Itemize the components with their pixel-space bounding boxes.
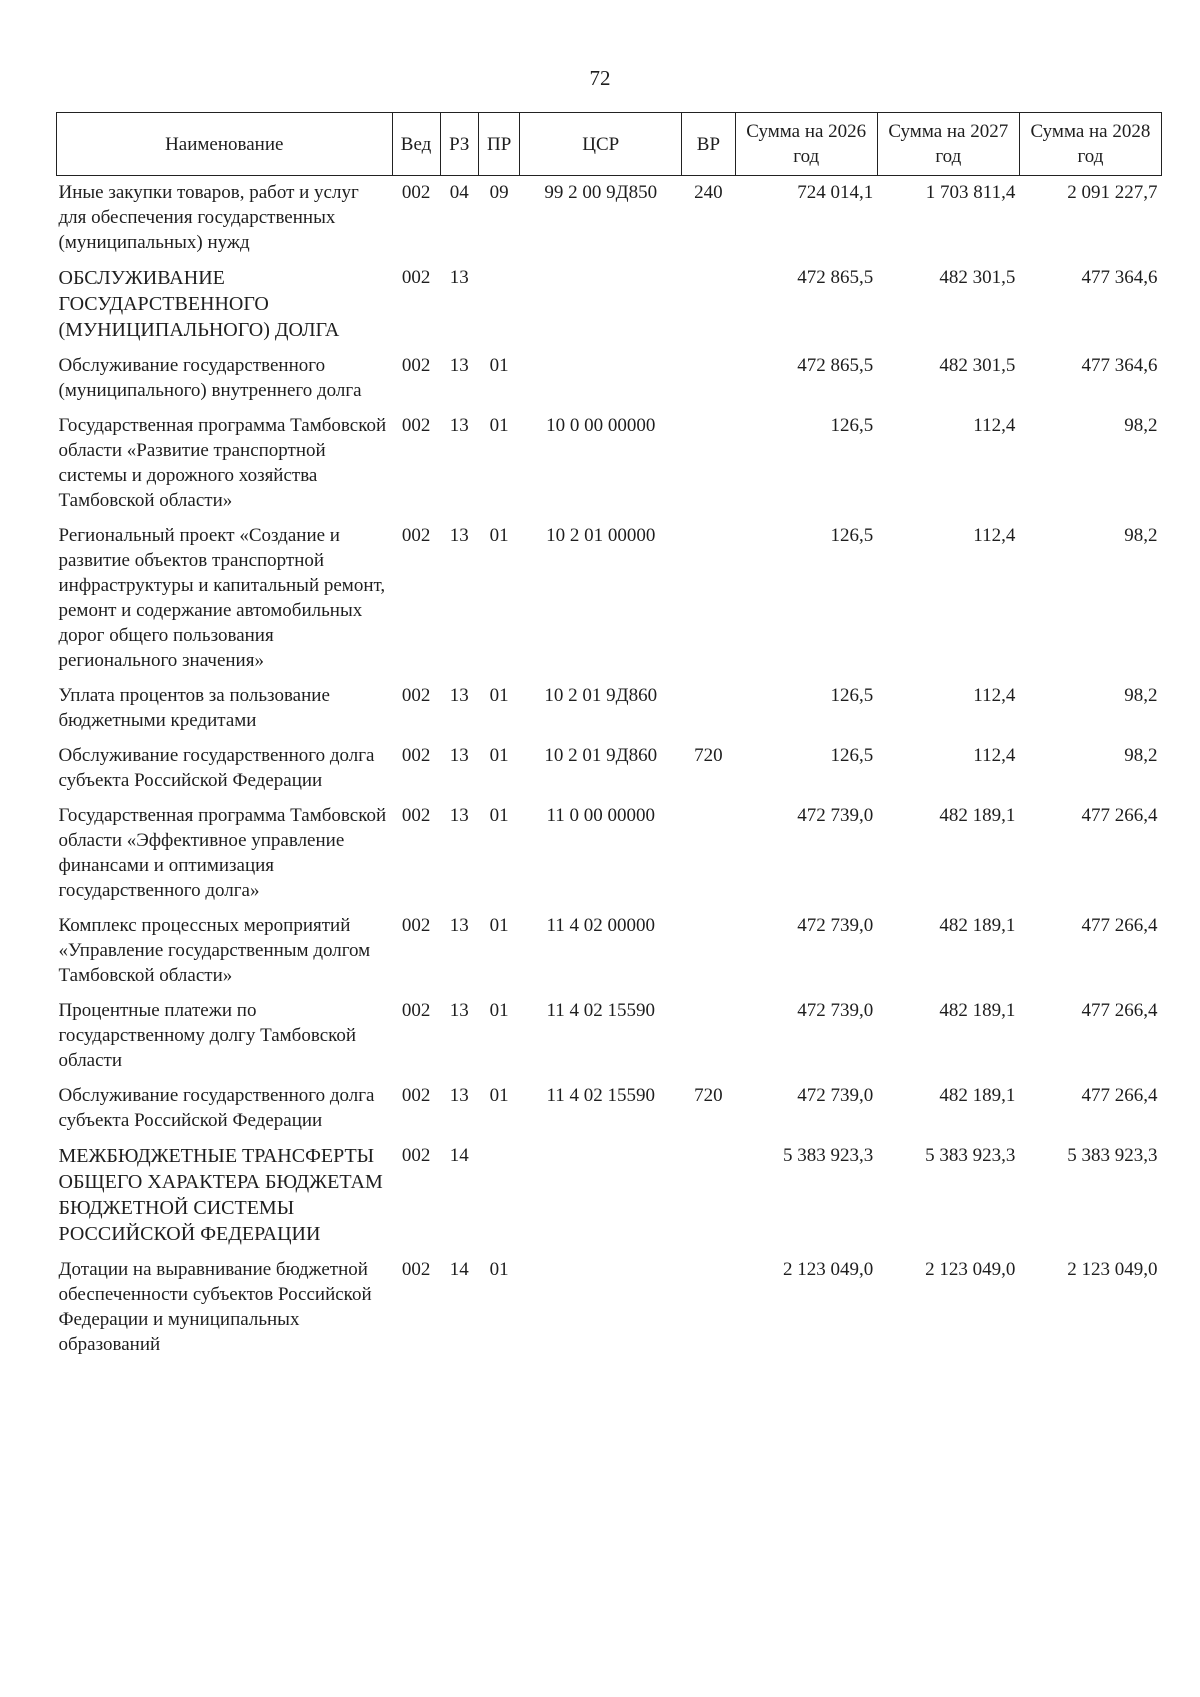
cell-csr: 10 2 01 00000 bbox=[546, 525, 656, 546]
cell-rz: 13 bbox=[449, 805, 469, 826]
table-row bbox=[57, 519, 1162, 679]
cell-rz: 13 bbox=[449, 525, 469, 546]
cell-sum-2028: 98,2 bbox=[1124, 525, 1158, 546]
cell-sum-2027: 482 301,5 bbox=[939, 355, 1016, 376]
cell-vr bbox=[682, 909, 736, 994]
cell-rz: 13 bbox=[449, 415, 469, 436]
cell-vr: 720 bbox=[694, 1085, 723, 1106]
cell-ved: 002 bbox=[401, 1000, 431, 1021]
cell-sum-2026: 472 865,5 bbox=[797, 355, 874, 376]
cell-ved: 002 bbox=[401, 355, 431, 376]
cell-name: Процентные платежи по государственному долгу Тамбовской области bbox=[58, 1000, 357, 1071]
cell-sum-2028: 477 266,4 bbox=[1081, 805, 1158, 826]
budget-table bbox=[56, 112, 1162, 1363]
cell-pr bbox=[478, 1139, 520, 1253]
cell-rz: 13 bbox=[449, 915, 469, 936]
cell-sum-2028: 5 383 923,3 bbox=[1067, 1145, 1158, 1166]
cell-pr: 01 bbox=[489, 1000, 509, 1021]
cell-sum-2026: 472 739,0 bbox=[797, 805, 874, 826]
cell-rz: 13 bbox=[449, 685, 469, 706]
cell-vr bbox=[682, 261, 736, 349]
cell-ved: 002 bbox=[401, 267, 431, 288]
cell-pr: 09 bbox=[489, 182, 509, 203]
cell-sum-2026: 2 123 049,0 bbox=[783, 1259, 874, 1280]
header-sum-2026: Сумма на 2026 год bbox=[735, 113, 877, 176]
header-sum-2027: Сумма на 2027 год bbox=[877, 113, 1019, 176]
header-vr: ВР bbox=[682, 113, 736, 176]
cell-ved: 002 bbox=[401, 525, 431, 546]
cell-sum-2027: 482 301,5 bbox=[939, 267, 1016, 288]
cell-pr: 01 bbox=[489, 525, 509, 546]
cell-sum-2028: 2 091 227,7 bbox=[1067, 182, 1158, 203]
cell-sum-2027: 112,4 bbox=[973, 525, 1016, 546]
cell-name: Дотации на выравнивание бюджетной обеспеченности субъектов Российской Федерации и муниципальных образований bbox=[58, 1259, 372, 1355]
cell-sum-2028: 477 364,6 bbox=[1081, 355, 1158, 376]
cell-sum-2027: 482 189,1 bbox=[939, 805, 1016, 826]
cell-rz: 13 bbox=[449, 355, 469, 376]
table-row bbox=[57, 261, 1162, 349]
cell-ved: 002 bbox=[401, 182, 431, 203]
table-row bbox=[57, 994, 1162, 1079]
cell-sum-2027: 482 189,1 bbox=[939, 1085, 1016, 1106]
cell-ved: 002 bbox=[401, 1085, 431, 1106]
table-row bbox=[57, 349, 1162, 409]
cell-vr bbox=[682, 994, 736, 1079]
cell-ved: 002 bbox=[401, 915, 431, 936]
cell-pr: 01 bbox=[489, 355, 509, 376]
cell-name: Иные закупки товаров, работ и услуг для обеспечения государственных (муниципальных) нужд bbox=[58, 182, 359, 253]
page-number: 72 bbox=[589, 66, 611, 90]
cell-sum-2026: 126,5 bbox=[830, 415, 874, 436]
cell-sum-2026: 472 739,0 bbox=[797, 915, 874, 936]
header-ved: Вед bbox=[392, 113, 440, 176]
cell-pr: 01 bbox=[489, 915, 509, 936]
cell-name: Государственная программа Тамбовской области «Развитие транспортной системы и дорожного хозяйства Тамбовской области» bbox=[58, 415, 387, 511]
cell-name: Уплата процентов за пользование бюджетными кредитами bbox=[58, 685, 330, 731]
cell-name: МЕЖБЮДЖЕТНЫЕ ТРАНСФЕРТЫ ОБЩЕГО ХАРАКТЕРА БЮДЖЕТАМ БЮДЖЕТНОЙ СИСТЕМЫ РОССИЙСКОЙ ФЕДЕРАЦИИ bbox=[58, 1145, 383, 1245]
table-row bbox=[57, 1079, 1162, 1139]
cell-pr: 01 bbox=[489, 1085, 509, 1106]
cell-csr: 11 0 00 00000 bbox=[546, 805, 656, 826]
cell-rz: 14 bbox=[449, 1259, 469, 1280]
cell-csr: 99 2 00 9Д850 bbox=[544, 182, 658, 203]
cell-sum-2028: 98,2 bbox=[1124, 685, 1158, 706]
cell-csr: 10 0 00 00000 bbox=[546, 415, 656, 436]
cell-ved: 002 bbox=[401, 685, 431, 706]
table-body bbox=[57, 176, 1162, 1364]
cell-rz: 13 bbox=[449, 1085, 469, 1106]
cell-rz: 13 bbox=[449, 745, 469, 766]
cell-pr bbox=[478, 261, 520, 349]
cell-sum-2027: 482 189,1 bbox=[939, 915, 1016, 936]
cell-sum-2028: 98,2 bbox=[1124, 415, 1158, 436]
cell-csr: 10 2 01 9Д860 bbox=[544, 685, 658, 706]
header-name: Наименование bbox=[57, 113, 393, 176]
cell-pr: 01 bbox=[489, 1259, 509, 1280]
cell-pr: 01 bbox=[489, 415, 509, 436]
cell-sum-2026: 126,5 bbox=[830, 525, 874, 546]
cell-sum-2027: 5 383 923,3 bbox=[925, 1145, 1016, 1166]
header-sum-2028: Сумма на 2028 год bbox=[1019, 113, 1161, 176]
cell-sum-2028: 2 123 049,0 bbox=[1067, 1259, 1158, 1280]
cell-name: Обслуживание государственного долга субъекта Российской Федерации bbox=[58, 1085, 375, 1131]
header-pr: ПР bbox=[478, 113, 520, 176]
cell-sum-2026: 472 865,5 bbox=[797, 267, 874, 288]
cell-sum-2026: 126,5 bbox=[830, 685, 874, 706]
cell-pr: 01 bbox=[489, 805, 509, 826]
table-row bbox=[57, 1253, 1162, 1363]
table-row bbox=[57, 176, 1162, 262]
cell-vr bbox=[682, 409, 736, 519]
cell-csr: 10 2 01 9Д860 bbox=[544, 745, 658, 766]
cell-csr bbox=[520, 1139, 682, 1253]
cell-vr bbox=[682, 349, 736, 409]
cell-sum-2028: 98,2 bbox=[1124, 745, 1158, 766]
cell-sum-2027: 112,4 bbox=[973, 685, 1016, 706]
cell-sum-2026: 724 014,1 bbox=[797, 182, 874, 203]
cell-ved: 002 bbox=[401, 745, 431, 766]
cell-sum-2028: 477 364,6 bbox=[1081, 267, 1158, 288]
table-row bbox=[57, 799, 1162, 909]
cell-sum-2026: 472 739,0 bbox=[797, 1085, 874, 1106]
cell-rz: 04 bbox=[449, 182, 469, 203]
table-row bbox=[57, 1139, 1162, 1253]
cell-name: Обслуживание государственного (муниципального) внутреннего долга bbox=[58, 355, 362, 401]
cell-vr bbox=[682, 799, 736, 909]
cell-csr bbox=[520, 349, 682, 409]
table-header bbox=[57, 113, 1162, 176]
cell-name: Региональный проект «Создание и развитие объектов транспортной инфраструктуры и капитальный ремонт, ремонт и содержание автомобильных дорог общего пользования регионального значения» bbox=[58, 525, 386, 671]
cell-sum-2027: 1 703 811,4 bbox=[925, 182, 1016, 203]
cell-sum-2027: 112,4 bbox=[973, 745, 1016, 766]
cell-csr: 11 4 02 15590 bbox=[546, 1085, 656, 1106]
cell-sum-2027: 112,4 bbox=[973, 415, 1016, 436]
table-row bbox=[57, 739, 1162, 799]
table-row bbox=[57, 909, 1162, 994]
cell-csr: 11 4 02 00000 bbox=[546, 915, 656, 936]
cell-ved: 002 bbox=[401, 1259, 431, 1280]
cell-vr bbox=[682, 679, 736, 739]
cell-sum-2028: 477 266,4 bbox=[1081, 915, 1158, 936]
cell-name: Государственная программа Тамбовской области «Эффективное управление финансами и оптимизация государственного долга» bbox=[58, 805, 387, 901]
cell-name: Обслуживание государственного долга субъекта Российской Федерации bbox=[58, 745, 375, 791]
cell-ved: 002 bbox=[401, 805, 431, 826]
cell-vr: 720 bbox=[694, 745, 723, 766]
cell-name: Комплекс процессных мероприятий «Управление государственным долгом Тамбовской области» bbox=[58, 915, 371, 986]
cell-vr: 240 bbox=[694, 182, 723, 203]
cell-rz: 14 bbox=[449, 1145, 469, 1166]
cell-rz: 13 bbox=[449, 267, 469, 288]
cell-name: ОБСЛУЖИВАНИЕ ГОСУДАРСТВЕННОГО (МУНИЦИПАЛЬНОГО) ДОЛГА bbox=[58, 267, 340, 341]
cell-csr: 11 4 02 15590 bbox=[546, 1000, 656, 1021]
header-csr: ЦСР bbox=[520, 113, 682, 176]
cell-sum-2026: 5 383 923,3 bbox=[783, 1145, 874, 1166]
cell-pr: 01 bbox=[489, 685, 509, 706]
cell-ved: 002 bbox=[401, 415, 431, 436]
cell-sum-2027: 482 189,1 bbox=[939, 1000, 1016, 1021]
header-rz: РЗ bbox=[440, 113, 478, 176]
table-row bbox=[57, 409, 1162, 519]
cell-csr bbox=[520, 261, 682, 349]
cell-rz: 13 bbox=[449, 1000, 469, 1021]
cell-sum-2026: 126,5 bbox=[830, 745, 874, 766]
cell-vr bbox=[682, 1139, 736, 1253]
cell-sum-2028: 477 266,4 bbox=[1081, 1085, 1158, 1106]
cell-vr bbox=[682, 519, 736, 679]
cell-sum-2028: 477 266,4 bbox=[1081, 1000, 1158, 1021]
cell-sum-2027: 2 123 049,0 bbox=[925, 1259, 1016, 1280]
cell-ved: 002 bbox=[401, 1145, 431, 1166]
cell-sum-2026: 472 739,0 bbox=[797, 1000, 874, 1021]
cell-vr bbox=[682, 1253, 736, 1363]
cell-pr: 01 bbox=[489, 745, 509, 766]
table-row bbox=[57, 679, 1162, 739]
cell-csr bbox=[520, 1253, 682, 1363]
